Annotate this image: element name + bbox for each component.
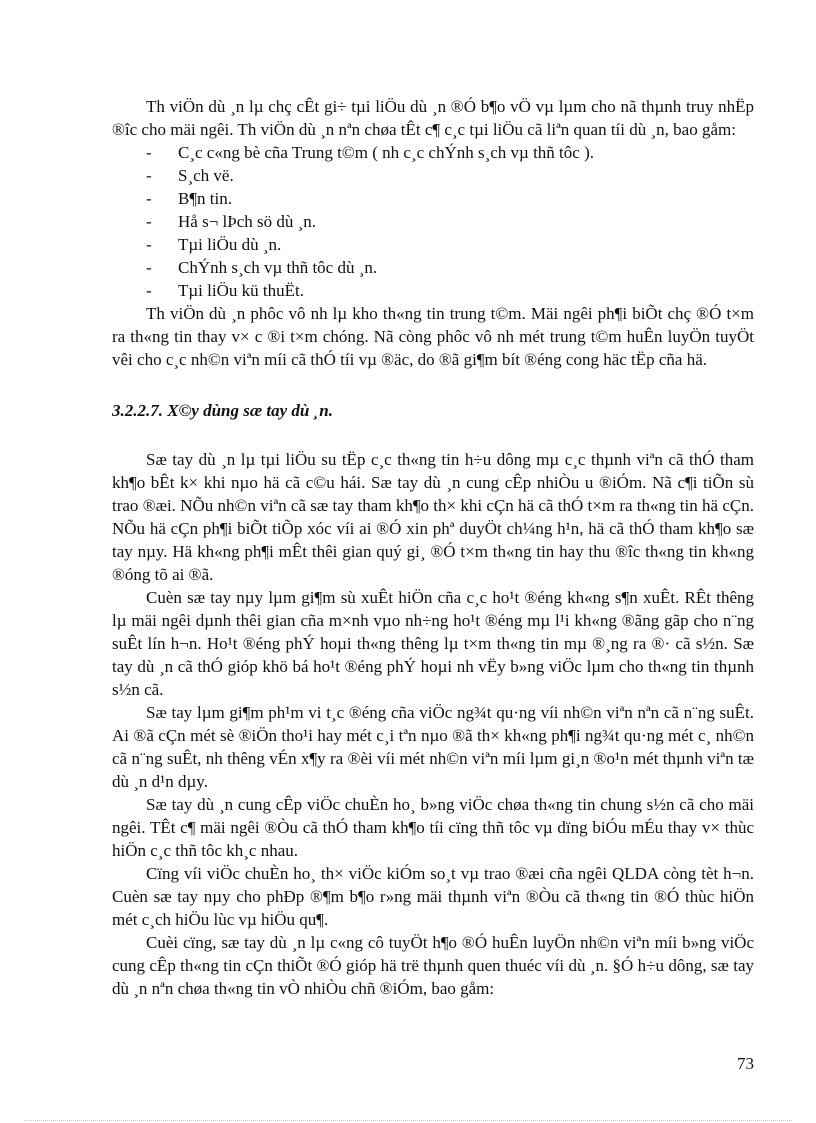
paragraph: Cuèi cïng, sæ tay dù ¸n lµ c«ng cô tuyÖt h¶o ®Ó huÊn luyÖn nh©n viªn míi b»ng viÖc cung cÊp th«ng tin cÇn thiÕt ®Ó gióp hä trë thµnh quen thuéc víi dù ¸n. §Ó h÷u dông, sæ tay dù ¸n nªn chøa th«ng tin vÒ nhiÒu chñ ®iÓm, bao gåm: <box>112 933 754 998</box>
dash-marker: - <box>146 258 152 277</box>
list-item-text: ChÝnh s¸ch vµ thñ tôc dù ¸n. <box>178 258 378 277</box>
paragraph: Th viÖn dù ¸n lµ chç cÊt gi÷ tµi liÖu dù ¸n ®Ó b¶o vÖ vµ lµm cho nã thµnh truy nhËp ®îc cho mäi ngêi. Th viÖn dù ¸n nªn chøa tÊt c¶ c¸c tµi liÖu cã liªn quan tíi dù ¸n, bao gåm: <box>112 97 754 139</box>
list-item <box>146 256 754 279</box>
dash-marker: - <box>146 143 152 162</box>
dash-marker: - <box>146 166 152 185</box>
dash-marker: - <box>146 235 152 254</box>
dash-marker: - <box>146 281 152 300</box>
list-item-text: B¶n tin. <box>178 189 232 208</box>
list-item-text: C¸c c«ng bè cña Trung t©m ( nh c¸c chÝnh s¸ch vµ thñ tôc ). <box>178 143 594 162</box>
list-item-text: Tµi liÖu dù ¸n. <box>178 235 282 254</box>
list-item <box>146 141 754 164</box>
list-item <box>146 187 754 210</box>
paragraph: Cuèn sæ tay nµy lµm gi¶m sù xuÊt hiÖn cña c¸c ho¹t ®éng kh«ng s¶n xuÊt. RÊt thêng lµ mäi ngêi dµnh thêi gian cña m×nh vµo nh÷ng ho¹t ®éng mµ l¹i kh«ng ®ãng gãp cho n¨ng suÊt lín h¬n. Ho¹t ®éng phÝ hoµi th«ng thêng lµ t×m th«ng tin mµ ®¸ng ra ®· cã s½n. Sæ tay dù ¸n cã thÓ gióp khö bá ho¹t ®éng phÝ hoµi nh vËy b»ng viÖc lµm cho th«ng tin thµnh s½n cã. <box>112 588 754 699</box>
paragraph: Sæ tay lµm gi¶m ph¹m vi t¸c ®éng cña viÖc ng¾t qu·ng víi nh©n viªn nªn cã n¨ng suÊt. Ai ®ã cÇn mét sè ®iÖn tho¹i hay mét c¸i tªn nµo ®ã th× kh«ng ph¶i ng¾t qu·ng mét c¸ nh©n cã n¨ng suÊt, nh thêng vÉn x¶y ra ®èi víi mét nh©n viªn míi lµm gi¸n ®o¹n mét thµnh viªn tæ dù ¸n d¹n dµy. <box>112 703 754 791</box>
paragraph: Th viÖn dù ¸n phôc vô nh lµ kho th«ng tin trung t©m. Mäi ngêi ph¶i biÕt chç ®Ó t×m ra th«ng tin thay v× c ®i t×m chóng. Nã còng phôc vô nh mét trung t©m huÊn luyÖn tuyÖt vêi cho c¸c nh©n viªn míi cã thÓ tíi vµ ®äc, do ®ã gi¶m bít ®éng cong häc tËp cña hä. <box>112 304 754 369</box>
list-item <box>146 233 754 256</box>
dash-marker: - <box>146 212 152 231</box>
page-number: 73 <box>737 1054 754 1073</box>
list-item-text: S¸ch vë. <box>178 166 234 185</box>
paragraph: Cïng víi viÖc chuÈn ho¸ th× viÖc kiÓm so¸t vµ trao ®æi cña ngêi QLDA còng tèt h¬n. Cuèn sæ tay nµy cho phÐp ®¶m b¶o r»ng mäi thµnh viªn ®Òu cã th«ng tin ®Ó thùc hiÖn mét c¸ch hiÖu lùc vµ hiÖu qu¶. <box>112 864 754 929</box>
dash-marker: - <box>146 189 152 208</box>
section-heading: 3.2.2.7. X©y dùng sæ tay dù ¸n. <box>112 401 333 420</box>
list-item <box>146 279 754 302</box>
page-content <box>112 95 754 1000</box>
list-item-text: Hå s¬ lÞch sö dù ¸n. <box>178 212 317 231</box>
paragraph: Sæ tay dù ¸n cung cÊp viÖc chuÈn ho¸ b»ng viÖc chøa th«ng tin chung s½n cã cho mäi ngêi. TÊt c¶ mäi ngêi ®Òu cã thÓ tham kh¶o tíi cïng thñ tôc vµ dïng biÓu mÉu thay v× thùc hiÖn c¸c thñ tôc kh¸c nhau. <box>112 795 754 860</box>
list-item-text: Tµi liÖu kü thuËt. <box>178 281 304 300</box>
library-contents-list <box>112 141 754 302</box>
page-bottom-divider <box>24 1120 792 1121</box>
list-item <box>146 164 754 187</box>
paragraph: Sæ tay dù ¸n lµ tµi liÖu su tËp c¸c th«ng tin h÷u dông mµ c¸c thµnh viªn cã thÓ tham kh¶o bÊt k× khi nµo hä cã c©u hái. Sæ tay dù ¸n cung cÊp nhiÒu u ®iÓm. Nã c¶i tiÕn sù trao ®æi. NÕu nh©n viªn cã sæ tay tham kh¶o th× khi cÇn hä cã thÓ t×m ra th«ng tin hä cÇn. NÕu hä cÇn ph¶i biÕt tiÕp xóc víi ai ®Ó xin phª duyÖt ch¼ng h¹n, hä cã thÓ tham kh¶o sæ tay nµy. Hä kh«ng ph¶i mÊt thêi gian quý gi¸ ®Ó t×m th«ng tin hay thu ®îc th«ng tin kh«ng ®óng tõ ai ®ã. <box>112 450 754 584</box>
list-item <box>146 210 754 233</box>
